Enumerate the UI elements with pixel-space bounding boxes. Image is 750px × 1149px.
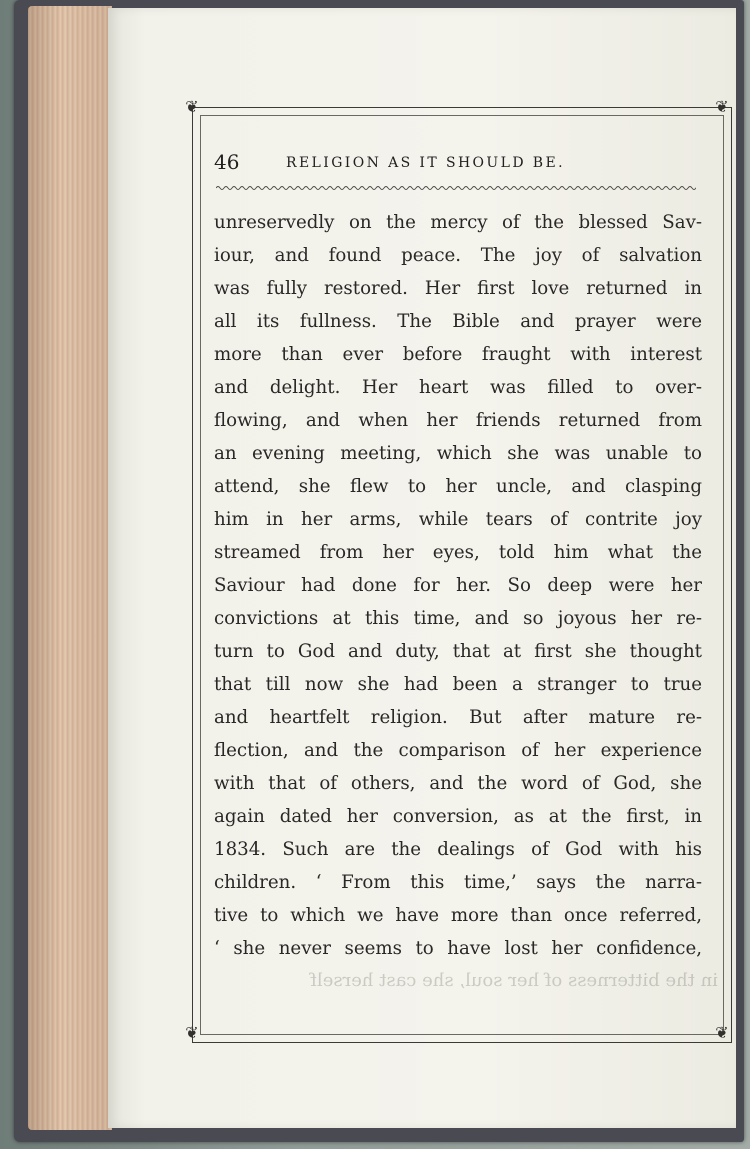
text-line: that till now she had been a stranger to true bbox=[214, 674, 702, 695]
show-through-text: in the bitterness of her soul, she cast herself bbox=[310, 970, 718, 991]
page-number: 46 bbox=[214, 150, 240, 174]
text-line: was fully restored. Her first love returned in bbox=[214, 278, 702, 299]
text-line: Saviour had done for her. So deep were her bbox=[214, 575, 702, 596]
text-line: children. ‘ From this time,’ says the narra- bbox=[214, 872, 702, 893]
corner-ornament-icon: ❦ bbox=[185, 97, 199, 116]
corner-ornament-icon: ❦ bbox=[715, 97, 729, 116]
text-line: streamed from her eyes, told him what the bbox=[214, 542, 702, 563]
text-line: tive to which we have more than once referred, bbox=[214, 905, 702, 926]
text-line: attend, she flew to her uncle, and clasping bbox=[214, 476, 702, 497]
corner-ornament-icon: ❦ bbox=[715, 1023, 729, 1042]
running-head bbox=[214, 150, 704, 184]
text-line: flection, and the comparison of her experience bbox=[214, 740, 702, 761]
text-line: 1834. Such are the dealings of God with his bbox=[214, 839, 702, 860]
book-page bbox=[108, 8, 736, 1128]
corner-ornament-icon: ❦ bbox=[185, 1023, 199, 1042]
page-edges bbox=[28, 6, 112, 1130]
body-text bbox=[214, 206, 702, 965]
text-line: more than ever before fraught with interest bbox=[214, 344, 702, 365]
running-title: RELIGION AS IT SHOULD BE. bbox=[286, 155, 565, 171]
text-line: convictions at this time, and so joyous her re- bbox=[214, 608, 702, 629]
text-line: unreservedly on the mercy of the blessed Sav- bbox=[214, 212, 702, 233]
text-line: flowing, and when her friends returned from bbox=[214, 410, 702, 431]
text-line: him in her arms, while tears of contrite joy bbox=[214, 509, 702, 530]
text-line: and heartfelt religion. But after mature re- bbox=[214, 707, 702, 728]
wavy-rule bbox=[216, 184, 696, 192]
text-line: ‘ she never seems to have lost her confidence, bbox=[214, 938, 702, 959]
text-line: iour, and found peace. The joy of salvation bbox=[214, 245, 702, 266]
text-line: again dated her conversion, as at the first, in bbox=[214, 806, 702, 827]
text-line: with that of others, and the word of God, she bbox=[214, 773, 702, 794]
text-line: an evening meeting, which she was unable to bbox=[214, 443, 702, 464]
text-line: turn to God and duty, that at first she thought bbox=[214, 641, 702, 662]
text-line: and delight. Her heart was filled to over- bbox=[214, 377, 702, 398]
text-line: all its fullness. The Bible and prayer were bbox=[214, 311, 702, 332]
